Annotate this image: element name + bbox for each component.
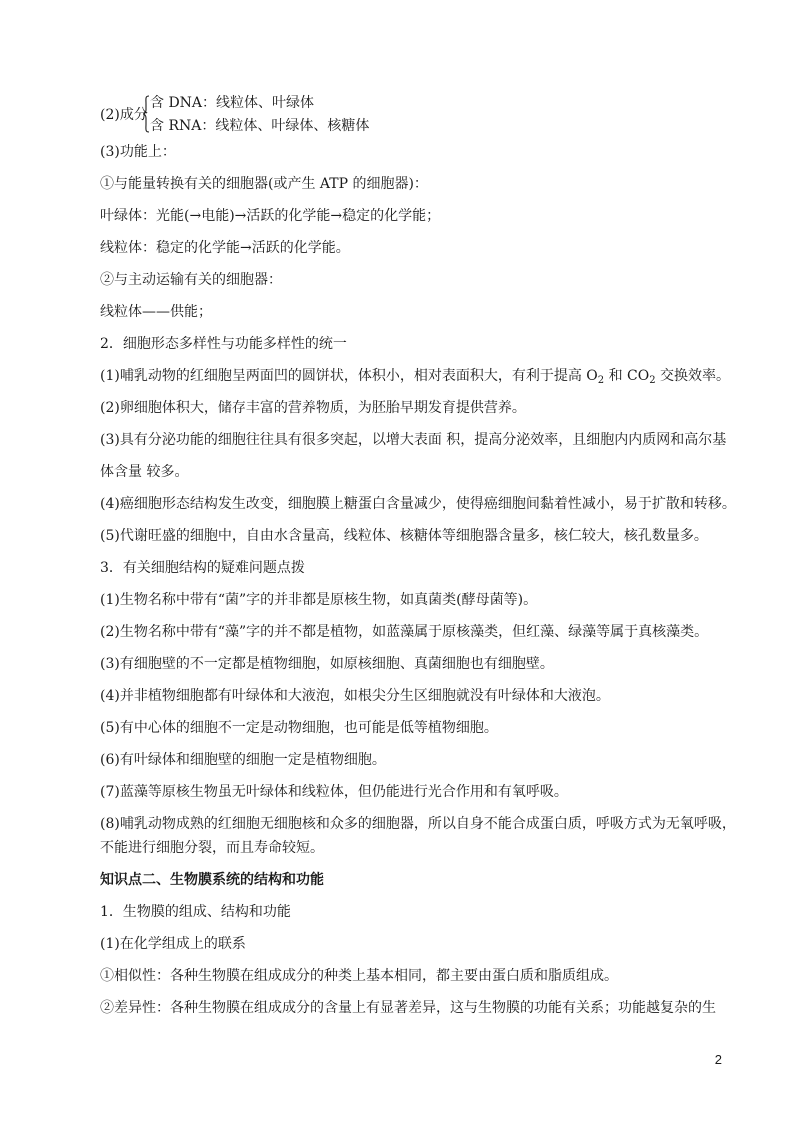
text-line: (4)癌细胞形态结构发生改变，细胞膜上糖蛋白含量减少，使得癌细胞间黏着性减小，易于扩散和转移。: [100, 496, 736, 512]
text-line: (7)蓝藻等原核生物虽无叶绿体和线粒体，但仍能进行光合作用和有氧呼吸。: [100, 784, 568, 800]
text-line: 体含量 较多。: [100, 464, 189, 480]
text-line: ①相似性：各种生物膜在组成成分的种类上基本相同，都主要由蛋白质和脂质组成。: [100, 968, 618, 984]
composition-label: (2)成分: [100, 107, 148, 123]
curly-brace-icon: [142, 95, 150, 133]
text-line: (5)代谢旺盛的细胞中，自由水含量高，线粒体、核糖体等细胞器含量多，核仁较大，核孔数量多。: [100, 528, 708, 544]
text-line: ①与能量转换有关的细胞器(或产生 ATP 的细胞器)：: [100, 176, 428, 192]
text-line: (1)生物名称中带有“菌”字的并非都是原核生物，如真菌类(酵母菌等)。: [100, 592, 538, 608]
text-line: ②差异性：各种生物膜在组成成分的含量上有显著差异，这与生物膜的功能有关系；功能越复杂的生: [100, 1000, 716, 1016]
rbc-line: [100, 366, 730, 386]
o2-subscript: 2: [597, 375, 605, 386]
subsection-heading: 1．生物膜的组成、结构和功能: [100, 904, 291, 920]
text-line: (6)有叶绿体和细胞壁的细胞一定是植物细胞。: [100, 752, 386, 768]
text-line: (3)有细胞壁的不一定都是植物细胞，如原核细胞、真菌细胞也有细胞壁。: [100, 656, 554, 672]
composition-block: [100, 93, 500, 137]
rbc-prefix: (1)哺乳动物的红细胞呈两面凹的圆饼状，体积小，相对表面积大，有利于提高 O: [100, 368, 598, 384]
section-heading: 知识点二、生物膜系统的结构和功能: [100, 872, 324, 888]
rbc-suffix: 交换效率。: [655, 368, 731, 384]
co2-subscript: 2: [649, 375, 656, 386]
text-line: (3)具有分泌功能的细胞往往具有很多突起，以增大表面 积，提高分泌效率，且细胞内内质网和高尔基: [100, 432, 727, 448]
text-line: ②与主动运输有关的细胞器：: [100, 272, 282, 288]
text-line: (2)生物名称中带有“藻”字的并不都是植物，如蓝藻属于原核藻类，但红藻、绿藻等属于真核藻类。: [100, 624, 709, 640]
text-line: 线粒体——供能；: [100, 304, 212, 320]
text-line: (3)功能上：: [100, 144, 176, 160]
text-line: (8)哺乳动物成熟的红细胞无细胞核和众多的细胞器，所以自身不能合成蛋白质，呼吸方式为无氧呼吸，: [100, 816, 736, 832]
text-line: 叶绿体：光能(→电能)→活跃的化学能→稳定的化学能；: [100, 208, 441, 224]
subsection-heading: 2．细胞形态多样性与功能多样性的统一: [100, 336, 347, 352]
text-line: (5)有中心体的细胞不一定是动物细胞，也可能是低等植物细胞。: [100, 720, 498, 736]
rbc-mid: 和 CO: [604, 368, 650, 384]
composition-item-rna: 含 RNA：线粒体、叶绿体、核糖体: [150, 118, 370, 134]
text-line: (1)在化学组成上的联系: [100, 936, 246, 952]
text-line: 不能进行细胞分裂，而且寿命较短。: [100, 840, 324, 856]
subsection-heading: 3．有关细胞结构的疑难问题点拨: [100, 560, 305, 576]
text-line: (2)卵细胞体积大，储存丰富的营养物质，为胚胎早期发育提供营养。: [100, 400, 526, 416]
page-number: 2: [714, 1052, 722, 1067]
text-line: 线粒体：稳定的化学能→活跃的化学能。: [100, 240, 350, 256]
composition-item-dna: 含 DNA：线粒体、叶绿体: [150, 95, 315, 111]
text-line: (4)并非植物细胞都有叶绿体和大液泡，如根尖分生区细胞就没有叶绿体和大液泡。: [100, 688, 610, 704]
